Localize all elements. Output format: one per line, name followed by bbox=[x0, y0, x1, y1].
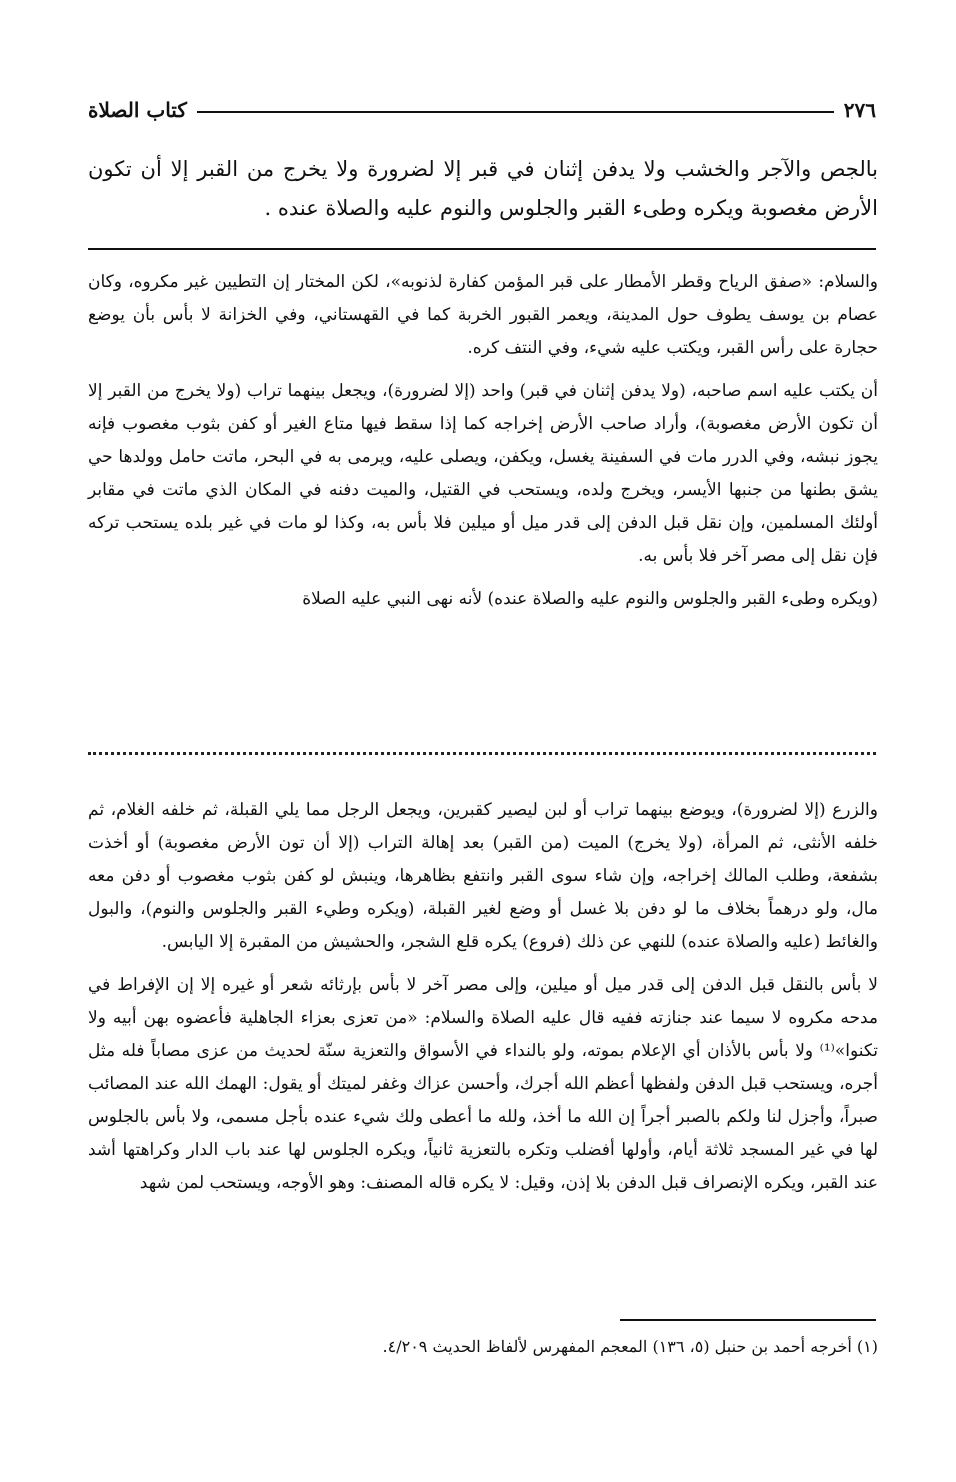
header-rule bbox=[197, 111, 834, 113]
dotted-separator bbox=[88, 752, 876, 767]
running-header bbox=[88, 86, 876, 122]
main-text-paragraph: بالجص والآجر والخشب ولا يدفن إثنان في قبر إلا لضرورة ولا يخرج من القبر إلا أن تكون الأرض مغصوبة ويكره وطىء القبر والجلوس والنوم عليه والصلاة عنده . bbox=[88, 157, 878, 220]
commentary-bottom bbox=[88, 794, 878, 1210]
main-text bbox=[88, 150, 878, 228]
commentary-paragraph: (ويكره وطىء القبر والجلوس والنوم عليه والصلاة عنده) لأنه نهى النبي عليه الصلاة bbox=[302, 589, 878, 609]
book-title: كتاب الصلاة bbox=[88, 98, 187, 122]
commentary-paragraph: والزرع (إلا لضرورة)، ويوضع بينهما تراب أو لبن ليصير كقبرين، ويجعل الرجل مما يلي القبلة، ثم خلفه الغلام، ثم خلفه الأنثى، ثم المرأة، (ولا يخرج) الميت (من القبر) بعد إهالة التراب (إلا أن تون الأرض مغصوبة) أو أخذت بشفعة، وطلب المالك إخراجه، وإن شاء سوى القبر وانتفع بظاهرها، وينبش لو كفن بثوب مغصوب أو دفن معه مال، ولو درهماً بخلاف ما لو دفن بلا غسل أو وضع لغير القبلة، (ويكره وطيء القبر والجلوس والنوم)، والبول والغائط (عليه والصلاة عنده) للنهي عن ذلك (فروع) يكره قلع الشجر، والحشيش من المقبرة إلا اليابس. bbox=[88, 800, 878, 952]
page-number: ٢٧٦ bbox=[843, 98, 876, 122]
commentary-paragraph: والسلام: «صفق الرياح وقطر الأمطار على قبر المؤمن كفارة لذنوبه»، لكن المختار إن التطيين غير مكروه، وكان عصام بن يوسف يطوف حول المدينة، ويعمر القبور الخربة كما في القهستاني، وفي الخزانة لا بأس بأن يوضع حجارة على رأس القبر، ويكتب عليه شيء، وفي النتف كره. bbox=[88, 272, 878, 358]
footnote-text: (١) أخرجه أحمد بن حنبل (٥، ١٣٦) المعجم المفهرس لألفاظ الحديث ٤/٢٠٩. bbox=[382, 1337, 878, 1356]
commentary-paragraph: لا بأس بالنقل قبل الدفن إلى قدر ميل أو ميلين، وإلى مصر آخر لا بأس بإرثائه شعر أو غيره إلا إن الإفراط في مدحه مكروه لا سيما عند جنازته ففيه قال عليه الصلاة والسلام: «من تعزى بعزاء الجاهلية فأعضوه بهن أبيه ولا تكنوا»⁽¹⁾ ولا بأس بالأذان أي الإعلام بموته، ولو بالنداء في الأسواق والتعزية سنّة لحديث من عزى مصاباً فله مثل أجره، ويستحب قبل الدفن ولفظها أعظم الله أجرك، وأحسن عزاك وغفر لميتك أو يقول: الهمك الله عند المصائب صبراً، وأجزل لنا ولكم بالصبر أجراً إن الله ما أخذ، ولله ما أعطى ولك شيء عنده بأجل مسمى، ولا بأس بالجلوس لها في غير المسجد ثلاثة أيام، وأولها أفضلب وتكره بالتعزية ثانياً، ويكره الجلوس لها عند باب الدار وكراهتها أشد عند القبر، ويكره الإنصراف قبل الدفن بلا إذن، وقيل: لا يكره قاله المصنف: وهو الأوجه، ويستحب لمن شهد bbox=[88, 975, 878, 1193]
footnote bbox=[88, 1332, 878, 1362]
main-text-separator bbox=[88, 248, 876, 250]
commentary-top bbox=[88, 266, 878, 626]
commentary-paragraph: أن يكتب عليه اسم صاحبه، (ولا يدفن إثنان في قبر) واحد (إلا لضرورة)، ويجعل بينهما تراب (ولا يخرج من القبر إلا أن تكون الأرض مغصوبة)، وأراد صاحب الأرض إخراجه كما إذا سقط فيها متاع الغير أو كفن بثوب مغصوب فإنه يجوز نبشه، وفي الدرر مات في السفينة يغسل، ويكفن، ويصلى عليه، ويرمى به في البحر، ماتت حامل وولدها حي يشق بطنها من جنبها الأيسر، ويخرج ولده، ويستحب في القتيل، والميت دفنه في المكان الذي ماتت في مقابر أولئك المسلمين، وإن نقل قبل الدفن إلى قدر ميل أو ميلين فلا بأس به، وكذا لو مات في غير بلده يستحب تركه فإن نقل إلى مصر آخر فلا بأس به. bbox=[88, 381, 878, 566]
footnote-rule bbox=[620, 1319, 876, 1321]
